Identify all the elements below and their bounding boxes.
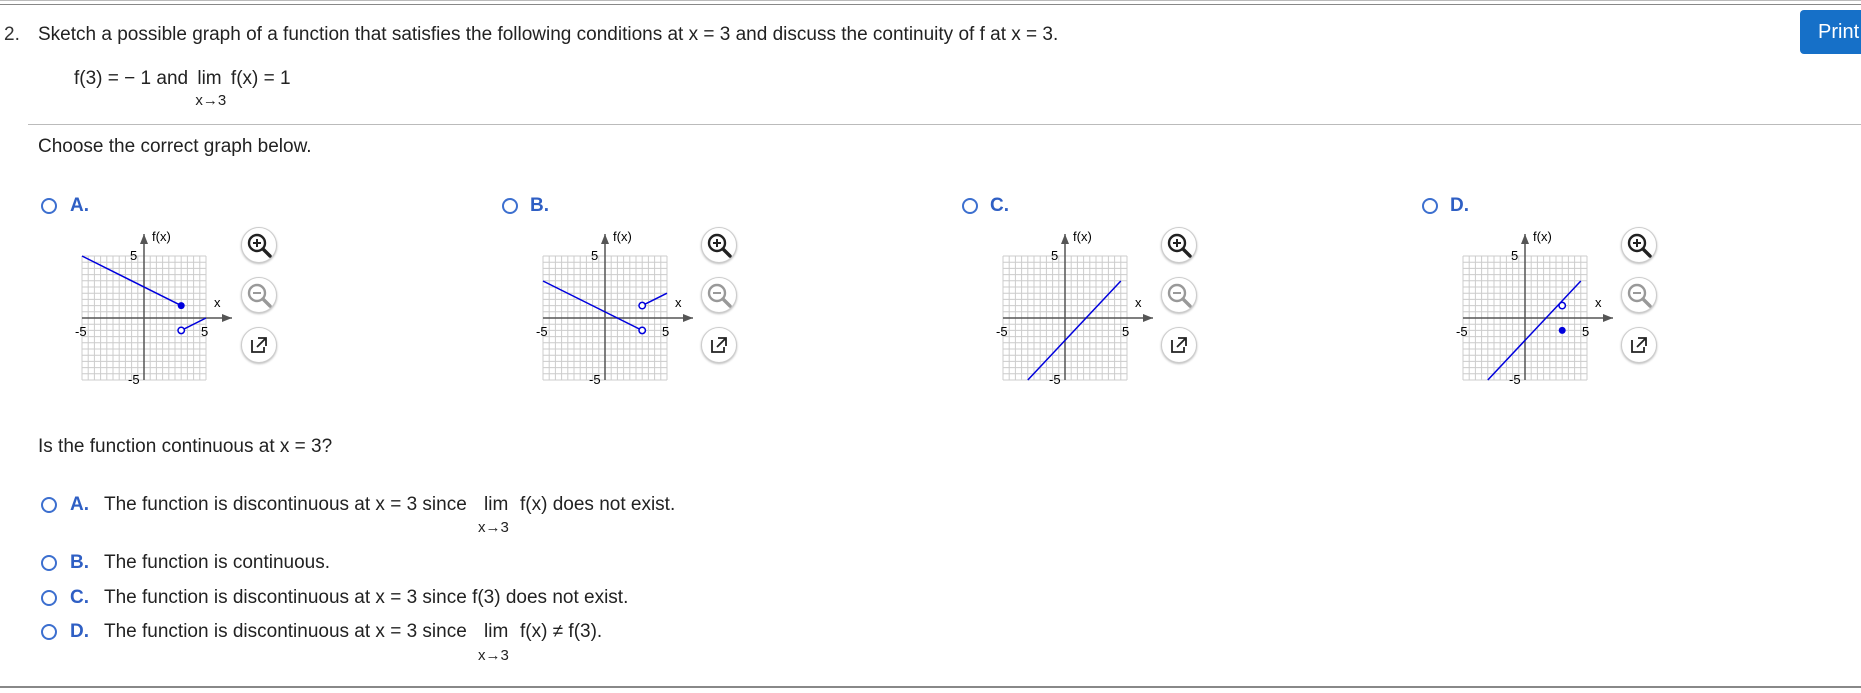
graph-c-popout-button[interactable] [1161,327,1197,363]
graph-tick-y-pos: 5 [130,248,138,263]
print-button[interactable]: Print [1800,10,1861,54]
graph-tick-x-neg: -5 [75,324,87,339]
graph-tick-x-pos: 5 [1582,324,1590,339]
answer-a-label: A. [70,494,89,515]
graph-d-popout-button[interactable] [1621,327,1657,363]
section-divider [28,124,1861,125]
graph-d-open-dot [1559,302,1565,308]
graph-b-zoom-out-button[interactable] [701,277,737,313]
answer-b-text: The function is continuous. [104,552,331,573]
continuity-question: Is the function continuous at x = 3? [38,436,333,457]
condition-left: f(3) = − 1 and [74,68,189,89]
question-text: Sketch a possible graph of a function that satisfies the following conditions at x = 3 and discuss the continuity of f at x = 3. [38,24,1059,45]
limit-expression [195,68,227,109]
graph-a-open-dot [178,327,184,333]
answer-d-label: D. [70,621,89,642]
graph-d-closed-dot [1559,327,1566,334]
graph-d [1453,226,1623,386]
popout-icon [702,328,736,362]
answer-c-radio[interactable] [41,590,57,606]
lim-subscript: x→3 [195,92,227,109]
graph-tick-y-neg: -5 [128,372,140,386]
graph-option-b-radio[interactable] [502,198,518,214]
graph-tick-x-pos: 5 [1122,324,1130,339]
graph-tick-x-pos: 5 [662,324,670,339]
zoom-in-icon [702,228,736,262]
zoom-in-icon [1162,228,1196,262]
graph-tick-x-pos: 5 [201,324,209,339]
graph-c-zoom-out-button[interactable] [1161,277,1197,313]
graph-tick-y-pos: 5 [591,248,599,263]
graph-tick-y-neg: -5 [1509,372,1521,386]
graph-tick-y-pos: 5 [1511,248,1519,263]
graph-tick-x-neg: -5 [1456,324,1468,339]
graph-a-closed-dot [178,302,185,309]
graph-b-open-dot-low [639,327,645,333]
zoom-in-icon [1622,228,1656,262]
graph-x-label: x [214,295,221,310]
answer-a-lim: lim [484,494,509,515]
graph-tick-y-neg: -5 [589,372,601,386]
answer-a-lim-sub: x→3 [478,519,509,536]
graph-a-zoom-out-button[interactable] [241,277,277,313]
question-number: 2. [4,24,20,45]
graph-d-zoom-out-button[interactable] [1621,277,1657,313]
graph-option-d-radio[interactable] [1422,198,1438,214]
answer-a-tail: f(x) does not exist. [520,494,676,515]
zoom-out-icon [1622,278,1656,312]
answer-d-lim-sub: x→3 [478,647,509,664]
graph-tick-x-neg: -5 [536,324,548,339]
answer-d-tail: f(x) ≠ f(3). [520,621,603,642]
graph-y-label: f(x) [613,229,632,244]
bottom-border [0,686,1861,693]
graph-b-open-dot-high [639,302,645,308]
graph-y-label: f(x) [1533,229,1552,244]
graph-option-a-radio[interactable] [41,198,57,214]
answer-c-text: The function is discontinuous at x = 3 since f(3) does not exist. [104,587,629,608]
top-border [0,0,1861,5]
graph-c-zoom-in-button[interactable] [1161,227,1197,263]
answer-b-label: B. [70,552,89,573]
graph-y-label: f(x) [152,229,171,244]
graph-option-c-label: C. [990,195,1009,216]
graph-x-label: x [1595,295,1602,310]
graph-b [533,226,703,386]
graph-tick-x-neg: -5 [996,324,1008,339]
popout-icon [1162,328,1196,362]
graph-a-popout-button[interactable] [241,327,277,363]
answer-b-radio[interactable] [41,555,57,571]
graph-option-d-label: D. [1450,195,1469,216]
graph-option-c-radio[interactable] [962,198,978,214]
condition-right: f(x) = 1 [230,68,291,89]
graph-tick-y-pos: 5 [1051,248,1059,263]
graph-b-popout-button[interactable] [701,327,737,363]
answer-d-lim: lim [484,621,509,642]
answer-a-radio[interactable] [41,497,57,513]
answer-c-label: C. [70,587,89,608]
graph-d-zoom-in-button[interactable] [1621,227,1657,263]
question-condition [74,68,291,109]
graph-x-label: x [675,295,682,310]
graph-a [72,226,242,386]
graph-c [993,226,1163,386]
graph-tick-y-neg: -5 [1049,372,1061,386]
answer-a-text: The function is discontinuous at x = 3 since [104,494,467,515]
graph-x-label: x [1135,295,1142,310]
zoom-in-icon [242,228,276,262]
choose-graph-prompt: Choose the correct graph below. [38,136,312,157]
answer-d-text: The function is discontinuous at x = 3 since [104,621,467,642]
popout-icon [242,328,276,362]
graph-option-b-label: B. [530,195,549,216]
popout-icon [1622,328,1656,362]
graph-b-zoom-in-button[interactable] [701,227,737,263]
zoom-out-icon [1162,278,1196,312]
lim-word: lim [197,68,222,89]
graph-option-a-label: A. [70,195,89,216]
zoom-out-icon [702,278,736,312]
graph-a-zoom-in-button[interactable] [241,227,277,263]
graph-y-label: f(x) [1073,229,1092,244]
answer-d-radio[interactable] [41,624,57,640]
zoom-out-icon [242,278,276,312]
